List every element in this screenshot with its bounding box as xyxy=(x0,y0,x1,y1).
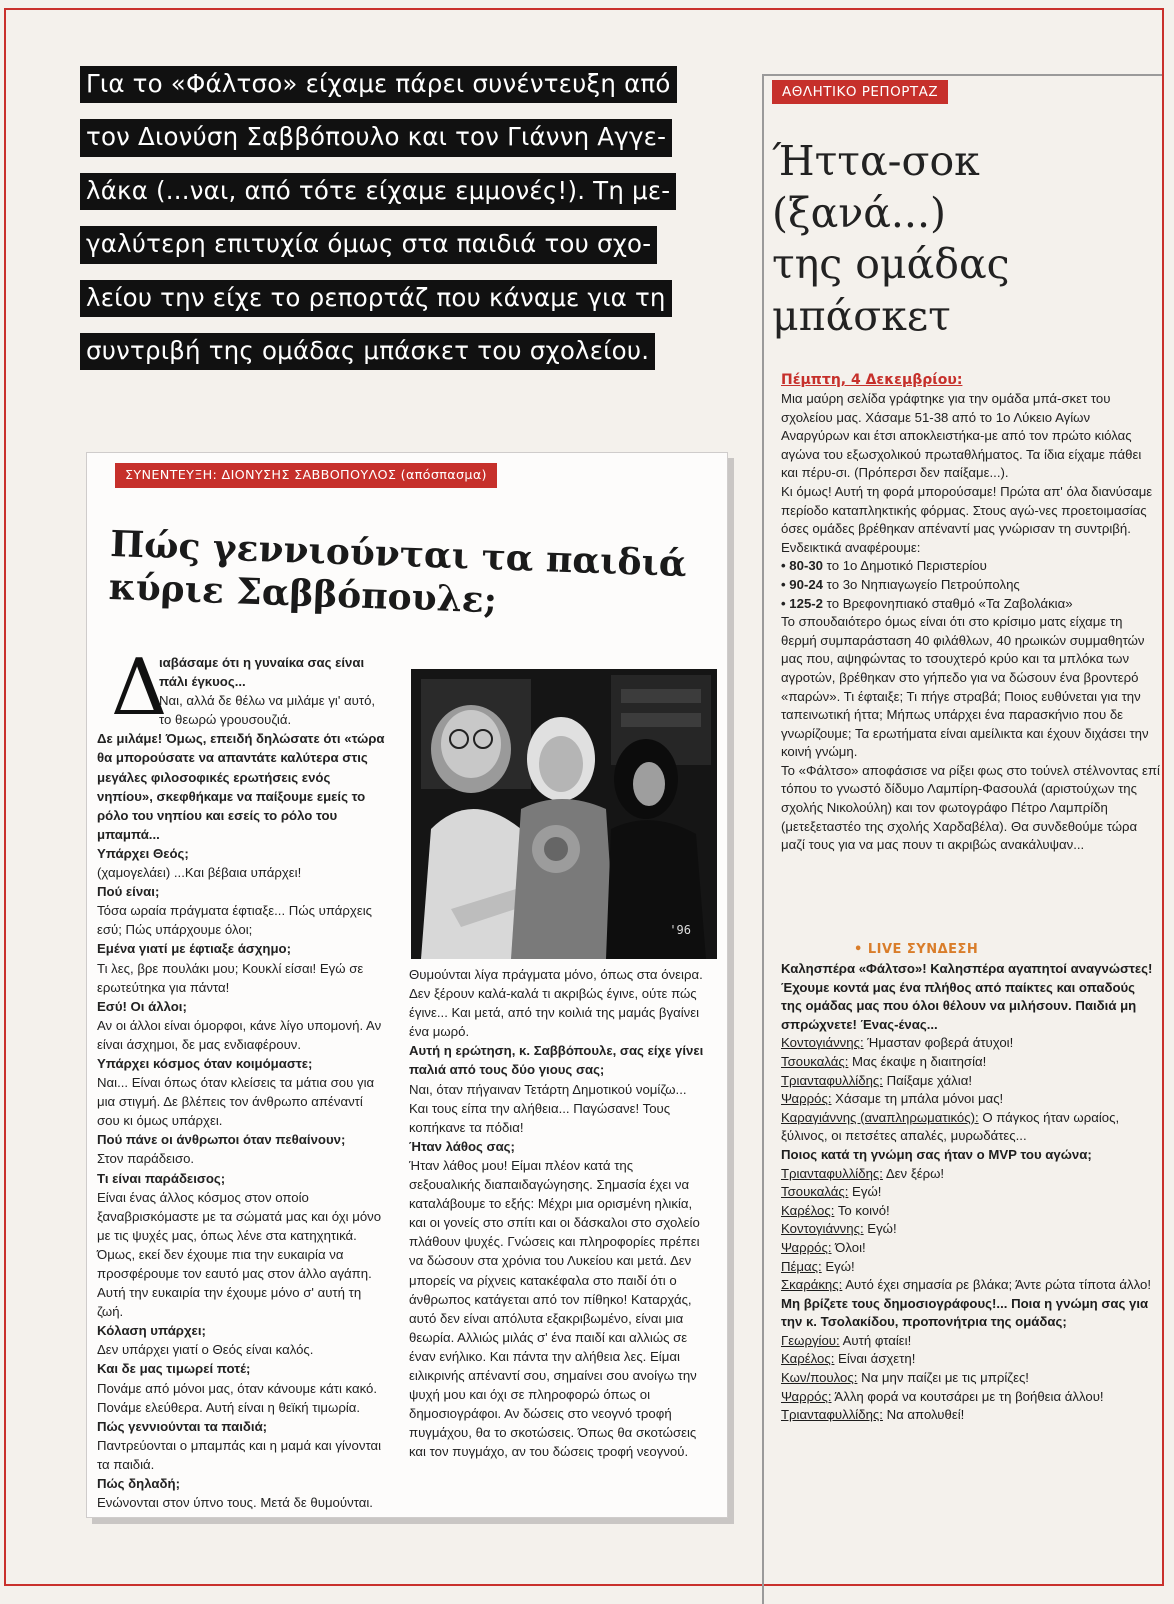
player-answer xyxy=(781,1090,1153,1109)
answer-text: Παίξαμε χάλια! xyxy=(882,1072,972,1088)
interview-question: Πώς δηλαδή; xyxy=(97,1476,180,1492)
headline-line: (ξανά...) xyxy=(772,188,946,237)
answer-text: Χάσαμε τη μπάλα μόνοι μας! xyxy=(831,1091,1004,1107)
interview-box xyxy=(86,452,728,1518)
intro-line: τον Διονύση Σαββόπουλο και τον Γιάννη Αγγε- xyxy=(80,119,672,156)
answer-text: Είναι άσχετη! xyxy=(834,1351,916,1367)
interview-question: Υπάρχει Θεός; xyxy=(97,845,189,861)
intro-line: λάκα (...ναι, από τότε είχαμε εμμονές!). Τη με- xyxy=(80,173,676,210)
answer-text: Δεν ξέρω! xyxy=(882,1165,945,1181)
interview-question: Κόλαση υπάρχει; xyxy=(97,1323,206,1339)
result-item: • 90-24 το 3ο Νηπιαγωγείο Πετρούπολης xyxy=(781,576,1161,595)
answer-text: Το κοινό! xyxy=(834,1202,890,1218)
headline-line: της ομάδας xyxy=(772,240,1010,289)
interview-answer: Ναι... Είναι όπως όταν κλείσεις τα μάτια σου για μια στιγμή. Δε βλέπεις τον άνθρωπο απέναντί σου κι όμως υπάρχει. xyxy=(97,1075,375,1129)
speaker-name: Ψαρρός: xyxy=(781,1388,832,1404)
speaker-name: Τριανταφυλλίδης: xyxy=(781,1165,883,1181)
interview-title: Πώς γεννιούνται τα παιδιά κύριε Σαββόπουλε; xyxy=(108,523,688,622)
speaker-name: Κων/πουλος: xyxy=(781,1370,858,1386)
interview-answer: Ήταν λάθος μου! Είμαι πλέον κατά της σεξουαλικής διαπαιδαγώγησης. Σημασία έχει να καταλάβουμε το εξής: Μέχρι μια ορισμένη ηλικία, και οι γονείς στο σπίτι και οι δάσκαλοι στο σχολείο πλάθουν ψυχές. Γνώσεις και πληροφορίες πρέπει να δώσουν στα χρόνια του Λυκείου και μετά. Δεν μπορείς να ρίχνεις κατακέφαλα στο παιδί ότι ο άνθρωπος κατάγεται από τον πίθηκο! Καταρχάς, αυτό δεν είναι απόλυτα εξακριβωμένο, είναι μια θεωρία. Αλλιώς μιλάς σ' ένα παιδί και αλλιώς σε έναν ενήλικο. Και πάντα την αλήθεια λες. Είμαι ειλικρινής απέναντί σου, σημαίνει σου ανοίγω την ψυχή μου και όχι σε πληροφορώ όπως οι δημοσιογράφοι. Αν δώσεις στο νεογνό τροφή πυγμάχου, θα το σκοτώσεις. Όπως θα σκοτώσεις και τον πυγμάχο, αν του δώσεις τροφή νεογνού. xyxy=(409,1157,700,1460)
player-answer xyxy=(781,1406,1153,1425)
interview-answer: Αν οι άλλοι είναι όμορφοι, κάνε λίγο υπομονή. Αν είναι άσχημοι, δε μας ενδιαφέρουν. xyxy=(97,1017,382,1052)
player-answer xyxy=(781,1109,1153,1146)
answer-text: Αυτό έχει σημασία ρε βλάκα; Άντε ρώτα τίποτα άλλο! xyxy=(842,1277,1152,1293)
player-answer xyxy=(781,1350,1153,1369)
reporter-question: Ποιος κατά τη γνώμη σας ήταν ο MVP του αγώνα; xyxy=(781,1146,1092,1162)
answer-text: Όλοι! xyxy=(831,1239,866,1255)
report-paragraph: Μια μαύρη σελίδα γράφτηκε για την ομάδα μπά-σκετ του σχολείου μας. Χάσαμε 51-38 από το 1ο Λύκειο Αγίων Αναργύρων και έτσι αποκλειστήκα-με από τον πρώτο κιόλας αγώνα του εξωσχολικού πρωταθλήματος. Τα ίδια είχαμε πάθει και πέρυ-σι. (Πρόπερσι δεν παίξαμε...). xyxy=(781,391,1142,481)
interview-answer: Τόσα ωραία πράγματα έφτιαξε... Πώς υπάρχεις εσύ; Πώς υπάρχουμε όλοι; xyxy=(97,903,372,938)
interview-question: Πού πάνε οι άνθρωποι όταν πεθαίνουν; xyxy=(97,1132,346,1148)
interview-answer: Ενώνονται στον ύπνο τους. Μετά δε θυμούνται. xyxy=(97,1495,373,1511)
answer-text: Να απολυθεί! xyxy=(882,1407,965,1423)
player-answer xyxy=(781,1072,1153,1091)
interview-answer: Είναι ένας άλλος κόσμος στον οποίο ξαναβρισκόμαστε με τα σώματά μας και όχι μόνο με τις ψυχές μας, όπως λένε στα κατηχητικά. Όμως, εκεί δεν έχουμε πια την ευκαιρία να προσφέρουμε τον εαυτό μας στον άλλο αγάπη. Αυτή την ευκαιρία την έχουμε μόνο σ' αυτή τη ζωή. xyxy=(97,1189,382,1320)
interview-question: Δε μιλάμε! Όμως, επειδή δηλώσατε ότι «τώρα θα μπορούσατε να απαντάτε καλύτερα στις μεγάλες φιλοσοφικές ερωτήσεις ενός νηπίου», σκεφθήκαμε να παίξουμε εμείς το ρόλο του νηπίου και εσείς το ρόλο του μπαμπά... xyxy=(97,731,385,842)
interview-answer: Τι λες, βρε πουλάκι μου; Κουκλί είσαι! Εγώ σε ερωτεύτηκα για πάντα! xyxy=(97,960,364,995)
headline-line: μπάσκετ xyxy=(772,291,951,340)
player-answer xyxy=(781,1276,1153,1295)
answer-text: Εγώ! xyxy=(848,1184,882,1200)
player-answer xyxy=(781,1165,1153,1184)
interview-question: Εμένα γιατί με έφτιαξε άσχημο; xyxy=(97,941,291,957)
interview-question: Πού είναι; xyxy=(97,884,160,900)
player-answer xyxy=(781,1388,1153,1407)
player-answer xyxy=(781,1183,1153,1202)
interview-answer: Στον παράδεισο. xyxy=(97,1151,195,1167)
result-item: • 80-30 το 1ο Δημοτικό Περιστερίου xyxy=(781,557,1161,576)
player-answer xyxy=(781,1239,1153,1258)
interview-question: Πώς γεννιούνται τα παιδιά; xyxy=(97,1418,268,1434)
results-list xyxy=(781,557,1161,613)
report-paragraph: Το «Φάλτσο» αποφάσισε να ρίξει φως στο τούνελ στέλνοντας επί τόπου το γνωστό δίδυμο Λαμπίρη-Φασουλά (αριστούχων της σχολής Νικολούλη) και τον φωτογράφο Πέτρο Λαμπρίδη (μετεξεταστέο της σχολής Χαρδαβέλα). Θα συνδεθούμε τώρα μαζί τους για να μας πουν τι ακριβώς ανακάλυψαν... xyxy=(781,762,1160,853)
answer-text: Αυτή φταίει! xyxy=(839,1332,912,1348)
player-answer xyxy=(781,1258,1153,1277)
speaker-name: Σκαράκης: xyxy=(781,1277,843,1293)
report-paragraph: Το σπουδαιότερο όμως είναι ότι στο κρίσιμο ματς είχαμε τη θερμή συμπαράσταση 40 φιλάθλων, 40 ηρωικών συμμαθητών μας που, αψηφώντας το τσουχτερό κρύο και τα μπλόκα των αγροτών, βρέθηκαν στο γήπεδο για να δώσουν ένα βροντερό «παρών». Τι έφταιξε; Τι πήγε στραβά; Ποιος ευθύνεται για την ταπεινωτική ήττα; Μήπως υπάρχει ένα παρασκήνιο που δε γνωρίζουμε; Τα ερωτήματα είναι αμείλικτα και έχουν διχάσει την κοινή γνώμη. xyxy=(781,614,1149,760)
reporter-question: Καλησπέρα «Φάλτσο»! Καλησπέρα αγαπητοί αναγνώστες! Έχουμε κοντά μας ένα πλήθος από παίκτες και οπαδούς της ομάδας μας που όλοι θέλουν να μιλήσουν. Παιδιά μη σπρώχνετε! Ένας-ένας... xyxy=(781,961,1153,1032)
player-answer xyxy=(781,1220,1153,1239)
answer-text: Ήμασταν φοβερά άτυχοι! xyxy=(863,1035,1014,1051)
photo-date-stamp: '96 xyxy=(669,923,691,937)
intro-line: λείου την είχε το ρεπορτάζ που κάναμε για τη xyxy=(80,280,672,317)
report-body xyxy=(781,390,1161,855)
speaker-name: Ψαρρός: xyxy=(781,1239,832,1255)
interview-answer: Ναι, όταν πήγαιναν Τετάρτη Δημοτικού νομίζω... Και τους είπα την αλήθεια... Παγώσανε! Τους κοπήκανε τα πόδια! xyxy=(409,1081,687,1135)
answer-text: Μας έκαψε η διαιτησία! xyxy=(848,1053,987,1069)
player-answer xyxy=(781,1369,1153,1388)
interview-answer: Δεν υπάρχει γιατί ο Θεός είναι καλός. xyxy=(97,1342,314,1358)
intro-block xyxy=(80,66,720,386)
player-answer xyxy=(781,1332,1153,1351)
sports-headline xyxy=(772,136,1102,343)
speaker-name: Κοντογιάννης: xyxy=(781,1035,864,1051)
interview-question: Υπάρχει κόσμος όταν κοιμόμαστε; xyxy=(97,1055,313,1071)
intro-line: Για το «Φάλτσο» είχαμε πάρει συνέντευξη από xyxy=(80,66,677,103)
interview-column-2 xyxy=(409,965,705,1461)
speaker-name: Κοντογιάννης: xyxy=(781,1221,864,1237)
speaker-name: Καρέλος: xyxy=(781,1202,835,1218)
interview-answer: Ναι, αλλά δε θέλω να μιλάμε γι' αυτό, το θεωρώ γρουσουζιά. xyxy=(159,693,376,728)
intro-line: γαλύτερη επιτυχία όμως στα παιδιά του σχο- xyxy=(80,226,657,263)
headline-line: Ήττα-σοκ xyxy=(772,137,980,185)
interview-question: Εσύ! Οι άλλοι; xyxy=(97,998,187,1014)
interview-question: ιαβάσαμε ότι η γυναίκα σας είναι πάλι έγκυος... xyxy=(159,655,365,690)
report-date: Πέμπτη, 4 Δεκεμβρίου: xyxy=(781,372,963,388)
speaker-name: Ψαρρός: xyxy=(781,1091,832,1107)
player-answer xyxy=(781,1034,1153,1053)
answer-text: Να μην παίζει με τις μπρίζες! xyxy=(857,1370,1029,1386)
player-answer xyxy=(781,1202,1153,1221)
result-item: • 125-2 το Βρεφονηπιακό σταθμό «Τα Ζαβολάκια» xyxy=(781,595,1161,614)
report-paragraph: Κι όμως! Αυτή τη φορά μπορούσαμε! Πρώτα απ' όλα διανύσαμε περίοδο καταπληκτικής φόρμας. Στους αγώ-νες προετοιμασίας όσες ομάδες βρέθηκαν απέναντί μας γνώρισαν τη συντριβή. Ενδεικτικά αναφέρουμε: xyxy=(781,483,1153,555)
answer-text: Άλλη φορά να κουτσάρει με τη βοήθεια άλλου! xyxy=(831,1388,1104,1404)
speaker-name: Πέμας: xyxy=(781,1258,822,1274)
interview-question: Τι είναι παράδεισος; xyxy=(97,1170,226,1186)
interview-column-1 xyxy=(97,653,387,1512)
section-tag: ΑΘΛΗΤΙΚΟ ΡΕΠΟΡΤΑΖ xyxy=(772,80,948,104)
interview-answer: (χαμογελάει) ...Και βέβαια υπάρχει! xyxy=(97,865,302,881)
intro-line: συντριβή της ομάδας μπάσκετ του σχολείου. xyxy=(80,333,655,370)
speaker-name: Γεωργίου: xyxy=(781,1332,840,1348)
interview-photo xyxy=(411,669,717,959)
interview-answer: Θυμούνται λίγα πράγματα μόνο, όπως στα όνειρα. Δεν ξέρουν καλά-καλά τι ακριβώς έγινε, ούτε πώς έγινε... Και μετά, από την κοιλιά της μαμάς βγαίνει ένα μωρό. xyxy=(409,967,703,1040)
photo-illustration xyxy=(411,669,717,959)
interview-question: Και δε μας τιμωρεί ποτέ; xyxy=(97,1361,251,1377)
speaker-name: Τσουκαλάς: xyxy=(781,1184,849,1200)
answer-text: Εγώ! xyxy=(821,1258,855,1274)
interview-question: Αυτή η ερώτηση, κ. Σαββόπουλε, σας είχε γίνει παλιά από τους δύο γιους σας; xyxy=(409,1043,704,1078)
speaker-name: Καρέλος: xyxy=(781,1351,835,1367)
speaker-name: Τσουκαλάς: xyxy=(781,1053,849,1069)
player-answer xyxy=(781,1053,1153,1072)
speaker-name: Τριανταφυλλίδης: xyxy=(781,1072,883,1088)
interview-answer: Πονάμε από μόνοι μας, όταν κάνουμε κάτι κακό. Πονάμε ελεύθερα. Αυτή είναι η θεϊκή τιμωρία. xyxy=(97,1380,378,1415)
live-link-label: • LIVE ΣΥΝΔΕΣΗ xyxy=(854,942,979,957)
interview-answer: Παντρεύονται ο μπαμπάς και η μαμά και γίνονται τα παιδιά. xyxy=(97,1437,382,1472)
answer-text: Εγώ! xyxy=(863,1221,897,1237)
sports-report xyxy=(762,74,1162,1604)
reporter-question: Μη βρίζετε τους δημοσιογράφους!... Ποια η γνώμη σας για την κ. Τσολακίδου, προπονήτρια της ομάδας; xyxy=(781,1295,1149,1330)
interview-tag: ΣΥΝΕΝΤΕΥΞΗ: ΔΙΟΝΥΣΗΣ ΣΑΒΒΟΠΟΥΛΟΣ (απόσπασμα) xyxy=(115,463,497,488)
interview-question: Ήταν λάθος σας; xyxy=(409,1138,515,1154)
answer-text: Ο πάγκος ήταν ωραίος, ξύλινος, οι πετσέτες απαλές, μυρωδάτες... xyxy=(781,1109,1120,1144)
drop-cap: Δ xyxy=(111,643,168,733)
speaker-name: Καραγιάννης (αναπληρωματικός): xyxy=(781,1109,979,1125)
live-transcript xyxy=(781,960,1153,1425)
speaker-name: Τριανταφυλλίδης: xyxy=(781,1407,883,1423)
